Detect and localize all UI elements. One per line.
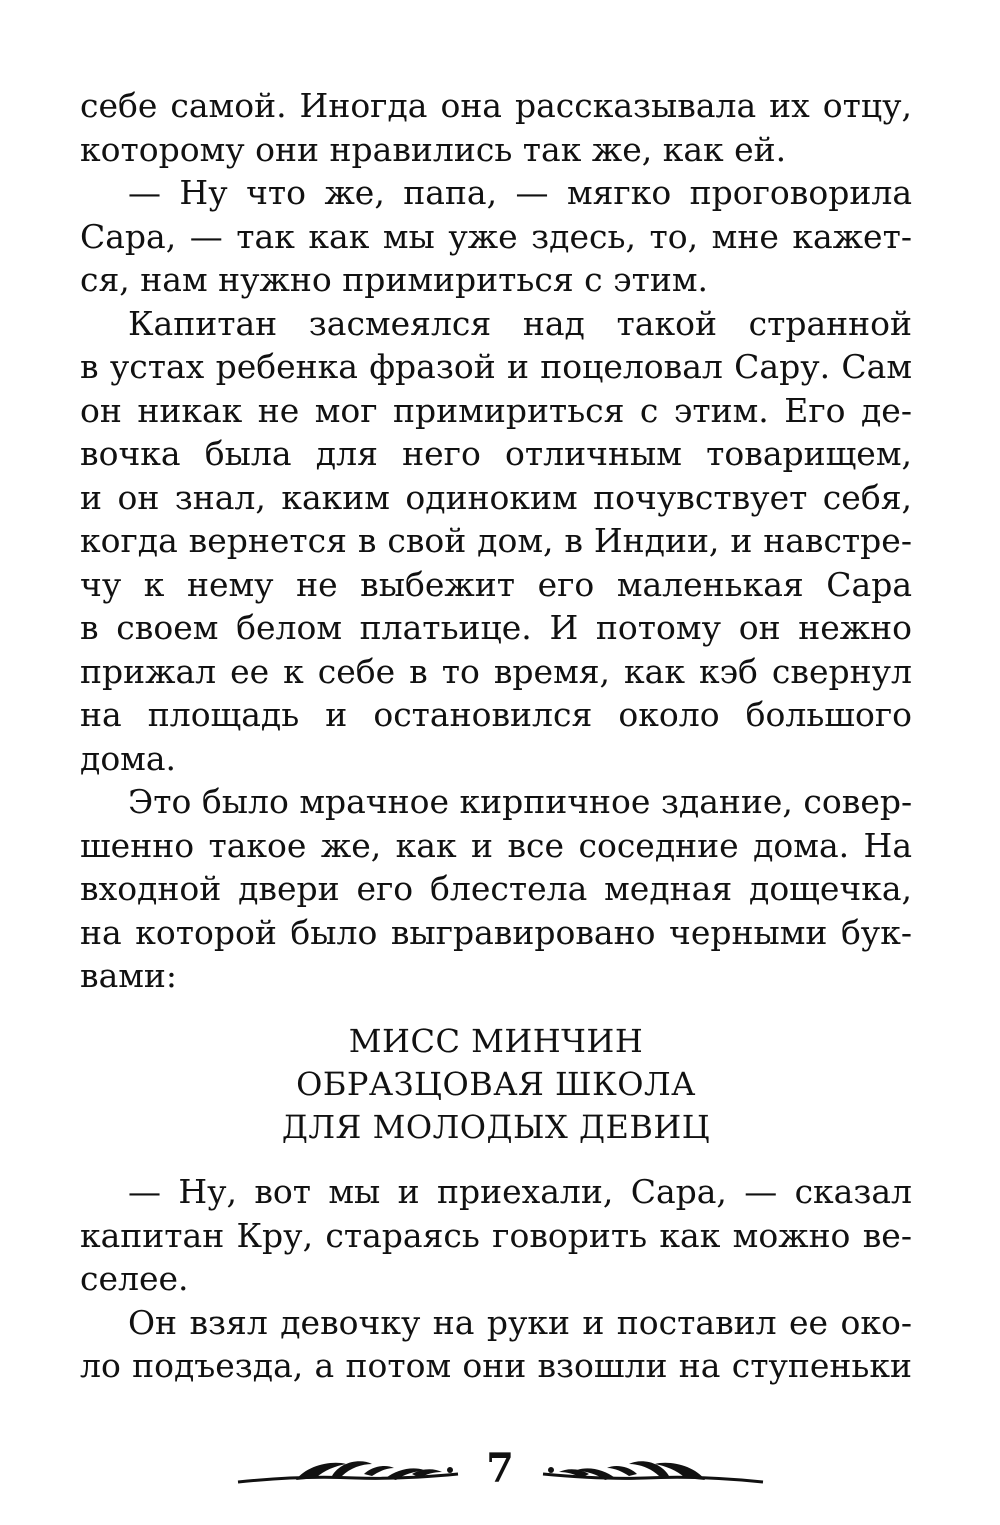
body-line-13: в своем белом платьице. И потому он нежно: [80, 608, 912, 647]
body-line-1: себе самой. Иногда она рассказывала их отцу,: [80, 86, 912, 125]
body-line-20: на которой было выгравировано черными бук-: [80, 912, 912, 952]
sign-line-1: МИСС МИНЧИН: [348, 1022, 644, 1060]
body-line-18: шенно такое же, как и все соседние дома. На: [80, 825, 912, 865]
body-line-8: он никак не мог примириться с этим. Его де-: [80, 390, 912, 430]
body2-line-1: — Ну, вот мы и приехали, Сара, — сказал: [128, 1172, 912, 1211]
body-line-21: вами:: [80, 956, 178, 995]
body-line-7: в устах ребенка фразой и поцеловал Сару. Сам: [80, 347, 912, 386]
sign-line-3: ДЛЯ МОЛОДЫХ ДЕВИЦ: [281, 1108, 711, 1146]
flourish-left-icon: [236, 1452, 461, 1492]
body2-line-3: селее.: [80, 1259, 189, 1298]
text-block-top: [80, 84, 912, 998]
body2-line-2: капитан Кру, стараясь говорить как можно ве-: [80, 1215, 912, 1255]
body-line-5: ся, нам нужно примириться с этим.: [80, 260, 708, 299]
sign-line-2: ОБРАЗЦОВАЯ ШКОЛА: [296, 1065, 696, 1103]
body-line-6: Капитан засмеялся над такой странной: [128, 303, 912, 343]
body-line-4: Сара, — так как мы уже здесь, то, мне кажет-: [80, 216, 912, 256]
body-line-2: которому они нравились так же, как ей.: [80, 129, 787, 169]
body-line-19: входной двери его блестела медная дощечка,: [80, 869, 912, 908]
body-line-11: когда вернется в свой дом, в Индии, и навстре-: [80, 521, 912, 560]
body2-line-4: Он взял девочку на руки и поставил ее око-: [128, 1302, 912, 1342]
page-number: 7: [486, 1445, 514, 1492]
sign-text: [80, 1020, 912, 1149]
flourish-right-icon: [540, 1452, 765, 1492]
body-line-16: дома.: [80, 738, 177, 778]
body2-line-5: ло подъезда, а потом они взошли на ступеньки: [80, 1346, 912, 1385]
text-block-bottom: [80, 1170, 912, 1388]
page-footer: [0, 1440, 1000, 1520]
body-line-9: вочка была для него отличным товарищем,: [80, 434, 912, 473]
body-line-14: прижал ее к себе в то время, как кэб свернул: [80, 651, 912, 691]
body-line-15: на площадь и остановился около большого: [80, 695, 912, 734]
body-line-10: и он знал, каким одиноким почувствует себя,: [80, 477, 912, 517]
body-line-17: Это было мрачное кирпичное здание, совер-: [128, 782, 913, 821]
body-line-3: — Ну что же, папа, — мягко проговорила: [128, 173, 912, 212]
body-line-12: чу к нему не выбежит его маленькая Сара: [80, 564, 912, 604]
